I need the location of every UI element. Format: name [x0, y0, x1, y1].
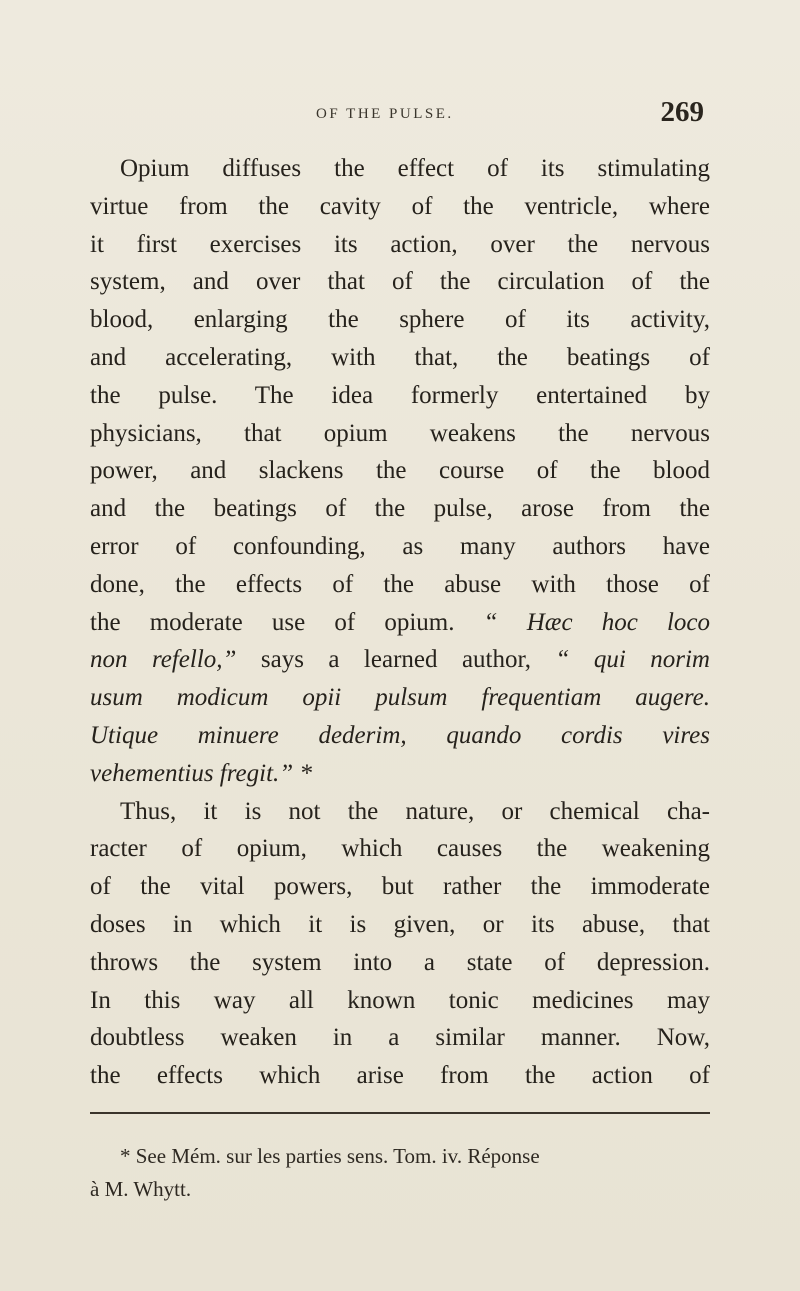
text-line: done, the effects of the abuse with those of — [90, 570, 710, 598]
text-line: doses in which it is given, or its abuse, that — [90, 910, 710, 938]
text-line: and accelerating, with that, the beatings of — [90, 343, 710, 371]
text-line: power, and slackens the course of the blood — [90, 457, 710, 485]
text-line: racter of opium, which causes the weakening — [90, 835, 710, 863]
text-line: physicians, that opium weakens the nervous — [90, 419, 710, 447]
running-head — [90, 96, 710, 136]
latin-quote-line: vehementius fregit.” * — [90, 759, 312, 787]
latin-quote: “ Hæc hoc loco — [483, 608, 711, 636]
latin-quote-line: Utique minuere dederim, quando cordis vires — [90, 721, 710, 749]
text-line: throws the system into a state of depression. — [90, 948, 710, 976]
body-text — [90, 150, 710, 1095]
text-line: blood, enlarging the sphere of its activity, — [90, 306, 710, 334]
text-line-mixed — [90, 604, 710, 642]
footnote — [90, 1140, 710, 1206]
latin-quote-line: usum modicum opii pulsum frequentiam augere. — [90, 684, 710, 712]
text-line: system, and over that of the circulation of the — [90, 268, 710, 296]
latin-quote: “ qui norim — [555, 646, 710, 674]
footnote-line: à M. Whytt. — [90, 1177, 192, 1201]
running-title: OF THE PULSE. — [316, 106, 454, 122]
text-segment: the moderate use of opium. — [90, 608, 455, 636]
text-line: it first exercises its action, over the nervous — [90, 230, 710, 258]
text-line: Thus, it is not the nature, or chemical cha- — [120, 797, 710, 825]
text-line-mixed — [90, 641, 710, 679]
text-line: the pulse. The idea formerly entertained by — [90, 381, 710, 409]
page-number: 269 — [660, 96, 704, 128]
text-line: virtue from the cavity of the ventricle, where — [90, 192, 710, 220]
text-line: the effects which arise from the action of — [90, 1062, 710, 1090]
footnote-line: * See Mém. sur les parties sens. Tom. iv. Réponse — [120, 1144, 540, 1168]
text-segment: says a learned author, — [260, 646, 532, 674]
text-line: of the vital powers, but rather the immoderate — [90, 873, 710, 901]
text-line: Opium diffuses the effect of its stimulating — [120, 155, 710, 182]
footnote-rule — [90, 1112, 710, 1114]
text-line: doubtless weaken in a similar manner. Now, — [90, 1024, 710, 1052]
text-line: and the beatings of the pulse, arose from the — [90, 495, 710, 523]
text-line: error of confounding, as many authors have — [90, 532, 710, 560]
latin-quote: non refello,” — [90, 646, 237, 674]
text-line: In this way all known tonic medicines may — [90, 986, 710, 1014]
